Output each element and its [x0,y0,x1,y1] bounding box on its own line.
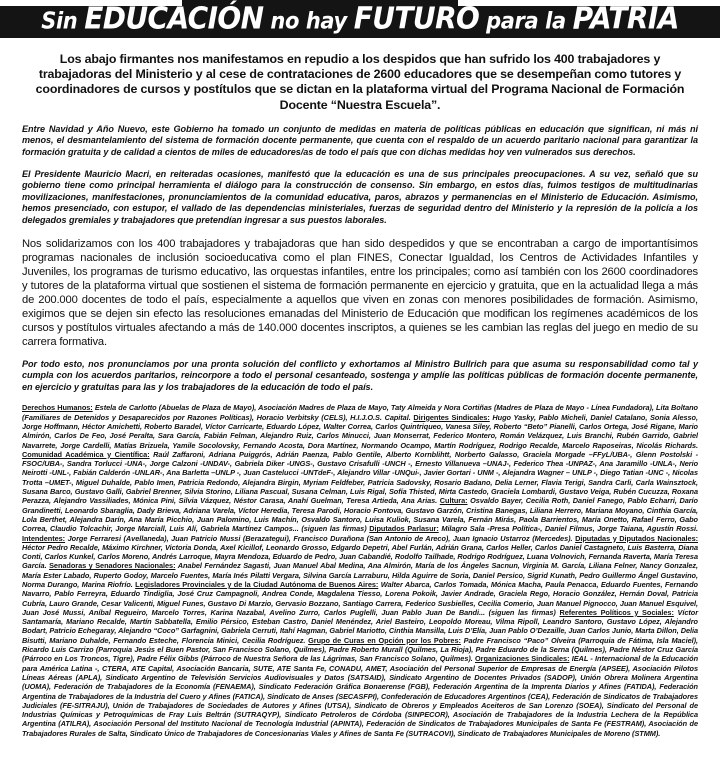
signatory-names: IEAL - Internacional de la Educación para América Latina -, CTERA, ATE Capital, Asociación Bancaria, SUTE, ATE Santa Fe, CONADU, AMET, Asociación del Personal Superior de Empresas de Energía (APSEE), Asociación Pilotos Líneas Aéreas (APLA), Sindicato Argentino de Televisión Servicios Audiovisuales y Datos (SATSAID), Sindicato Argentino de Docentes Privados (SADOP), Unión Obrera Molinera Argentina (UOMA), Federación de Trabajadores de la Economía (FENAEMA), Sindicato Federación Gráfica Bonaerense (FGB), Federación Argentina de la Imprenta Diarios y Afines (FATIDA), Federación Argentina de Trabajadores de la Industria del Cuero y Afines (FATICA), Sindicato de Anses (SECASFPI), Confederación de Educadores Argentinos (CEA), Federación de Sindicatos de Trabajadores Judiciales (FE-SITRAJU), Unión de Trabajadores de Sociedades de Autores y Afines (UTSA), Sindicato de Obreros y Empleados Aceiteros de San Lorenzo (SOEA), Sindicato del Personal de Industrias Químicas y Petroquímicas de Fray Luis Beltrán (SUTRAQYP), Sindicato Petroleros de Córdoba (SINPECOR), Asociación de Trabajadores de la Industria Lechera de la República Argentina (ATILRA), Asociación Personal del Instituto Nacional de Tecnología Industrial (APINTA), Federación de Sindicatos de Trabajadores Municipales de Santa Fe (FESTRAM), Asociación de Trabajadores Rurales de Salta, Sindicato Único de Trabajadores de Concesionarias Viales y Afines de Santa Fe (SUTRACOVI), Sindicato de Trabajadores Municipales de Moreno (STMM). [22,654,699,738]
signatory-names: Estela de Carlotto (Abuelas de Plaza de Mayo), Asociación Madres de Plaza de Mayo, Taty Almeida y Nora Cortiñas (Madres de Plaza de Mayo - Línea Fundadora), Lita Boltano (Familiares de Detenidos y Desaparecidos por Razones Políticas), Horacio Verbitsky (CELS), H.I.J.O.S. Capital. [22,403,698,422]
signatory-category: Derechos Humanos: [22,403,93,413]
paragraph-5: Por todo esto, nos pronunciamos por una pronta solución del conflicto y exhortamos al Ministro Bullrich para que asuma su responsabilidad como tal y cumpla con los acuerdos paritarios, reincorpore a todo el personal cesanteado, sostenga y amplíe las políticas públicas de formación docente permanente, en ejercicio y gratuitas para las y los trabajadores de la educación de todo el país. [22,358,698,392]
paragraph-2: Entre Navidad y Año Nuevo, este Gobierno ha tomado un conjunto de medidas en materia de políticas públicas en educación que significan, ni más ni menos, el desmantelamiento del sistema de formación docente permanente, que cuenta con el respaldo de un acuerdo paritario nacional para garantizar la formación gratuita y de calidad a cientos de miles de educadores/as de todo el país que con dichas medidas hoy ven vulnerados sus derechos. [22,123,698,157]
banner-word-futuro: FUTURO [353,0,480,37]
signatory-category: Organizaciones Sindicales: [475,654,570,664]
signatory-names: Osvaldo Bayer, Cecilia Roth, Daniel Fanego, Pablo Echarri, Darío Grandinetti, Leonardo Sbaraglia, Dady Brieva, Adriana Varela, Víctor Heredia, Teresa Parodi, Horacio Fontova, Gustavo Garzón, Cristina Banegas, Liliana Herrero, Mariana Moyano, Cinthia García, Lola Berthet, Alejandra Darín, Ana María Picchio, Juan Palomino, Luis Machín, Osvaldo Santoro, Luisa Kuliok, Susana Varela, Fernán Mirás, Paola Barrientos, María Onetto, Rafael Ferro, Gabo Correa, Claudio Tolcachir, Jorge Marciall, Luis Alí, Gabriela Martínez Campos... (siguen las firmas) [22,496,698,534]
paragraph-3: El Presidente Mauricio Macri, en reiteradas ocasiones, manifestó que la educación es una de sus principales preocupaciones. A su vez, señaló que su gobierno tiene como principal herramienta el diálogo para la construcción de consenso. Sin embargo, en estos días, fuimos testigos de multitudinarias movilizaciones, manifestaciones, pronunciamientos de la comunidad educativa, paros, abrazos y permanencias en el Ministerio de Educación. Asimismo, hemos presenciado, con estupor, el vallado de las dependencias ministeriales, fuerzas de seguridad dentro del Ministerio y la represión de la policía a los delegados gremiales y trabajadores que pretendían ingresar a sus puestos laborales. [22,168,698,225]
signatory-names: Anabel Fernández Sagasti, Juan Manuel Abal Medina, Ana Almirón, María de los Ángeles Sacnun, Virginia M. García, Liliana Felner, Nancy Gonzalez, María Ester Labado, Ruperto Godoy, Marcelo Fuentes, María Inés Pilatti Vergara, Silvina García Larraburu, Hilda Aguirre de Soria, Daniel Persico, Sigrid Kunath, Pedro Guillermo Ángel Gustavino, Norma Durango, Marina Riofrío. [22,561,699,589]
signatory-category: Diputados Parlasur: [369,524,439,534]
banner-headline [41,0,679,37]
signatory-category: Referentes Políticos y Sociales: [559,607,674,617]
signatories-text [22,403,698,738]
signatory-category: Senadoras y Senadores Nacionales: [49,561,176,571]
signatory-names: Hugo Yasky, Pablo Micheli, Daniel Catalano, Sonia Alesso, Jorge Hoffmann, Héctor Amichetti, Roberto Baradel, Víctor Carricarte, Eduardo López, Walter Correa, Carlos Quintriqueo, Vanesa Siley, Roberto “Beto” Pianelli, Carlos Ortega, José Rigane, Mario Almirón, Carlos De Feo, José Peralta, Sara García, Fabián Felman, Alejandro Ruiz, Carlos Minucci, Juan Monserrat, Federico Montero, Román Velázquez, Luis Branchi, Rubén Garrido, Gabriel Navarrete, Jorge Cardelli, Matías Brizuela, Yamile Socolovsky, Fernando Acosta, Dora Martínez, Normando Ocampo, Martín Rodríguez, Rodrigo Recalde, Marcelo Raposeiras, Nicolás Richards. [22,412,698,450]
signatory-category: Dirigentes Sindicales: [413,412,490,422]
signatory-names: Jorge Ferraresi (Avellaneda), Juan Patricio Mussi (Berazategui), Francisco Durañona (San Antonio de Areco), Juan Ignacio Ustarroz (Mercedes). [65,533,576,543]
banner-text-wrap [0,0,720,38]
signatory-names: Víctor Santamaría, Mariano Recalde, Martín Sabbatella, Emilio Pérsico, Esteban Castro, Daniel Menéndez, Ariel Basteiro, Leopoldo Moreau, Vilma Ripoll, Leandro Santoro, Gustavo López, Alejandro Bodart, Patricio Echegaray, Alejandro “Coco” Garfagnini, Gabriela Cerruti, Itahí Hagman, Gabriel Mariotto, Cinthia Mansilla, Luis D’Elía, Juan Pablo O’Dezaille, Juan Carlos Junio, Marta Dillon, Delia Bisutti, Mariano Duhalde, Fernando Esteche, Florencia Minici, Cecilia Rodríguez. [22,607,698,645]
banner-word-patria: PATRIA [572,0,679,37]
signatory-category: Legisladores Provinciales y de la Ciudad Autónoma de Buenos Aires: [135,579,379,589]
signatory-names: Milagro Sala -Presa Política-, Daniel Filmus, Jorge Taiana, Agustín Rossi. [438,524,698,534]
signatory-category: Diputadas y Diputados Nacionales: [575,533,698,543]
banner-word-parala: para la [479,8,573,35]
signatory-category: Comunidad Académica y Científica: [22,449,150,459]
signatory-category: Cultura: [439,496,468,506]
document-body [0,38,720,738]
banner-word-sin: Sin [41,8,85,35]
banner-word-nohay: no hay [263,8,354,35]
signatories-block [22,403,698,738]
banner-word-educacion: EDUCACIÓN [84,0,264,37]
signatory-category: Grupo de Curas en Opción por los Pobres: [308,635,461,645]
lead-paragraph: Los abajo firmantes nos manifestamos en repudio a los despidos que han sufrido los 400 trabajadores y trabajadoras del Ministerio y al cese de contrataciones de 2600 educadores que se desempeñan como tutores y coordinadores de cursos y postítulos que se dictan en la plataforma virtual del Programa Nacional de Formación Docente “Nuestra Escuela”. [35,52,685,112]
signatory-category: Intendentes: [22,533,66,543]
paragraph-4: Nos solidarizamos con los 400 trabajadores y trabajadoras que han sido despedidos y que se encontraban a cargo de importantísimos programas nacionales de inclusión socioeducativa como el plan FINES, Conectar Igualdad, los Centros de Actividades Infantiles y Juveniles, los programas de turismo educativo, las orquestas infantiles, entre los principales; como así también con los 2600 coordinadores y tutores de la plataforma virtual que sostienen el sistema de formación permanente en ejercicio y gratuita, que en la actualidad llega a más de 200.000 docentes de todo el país, especialmente a aquellos que viven en zonas con menores posibilidades de formación. Asimismo, exigimos que se dejen sin efecto las resoluciones emanadas del Ministerio de Educación que modifican los regímenes académicos de los cursos y postítulos virtuales afectando a más de 140.000 docentes inscriptos, a quienes se les cambian las reglas del juego en medio de su carrera formativa. [22,237,698,348]
signatory-names: Padre Francisco “Paco” Olveira (Parroquia de Fátima, Isla Maciel), Ricardo Luis Carrizo (Parroquia Jesús el Buen Pastor, San Francisco Solano, Quilmes), Padre Roberto Murall (Quilmes, La Rioja), Padre Eduardo de la Serna (Quilmes), Padre Néstor Cruz García (Párroco en Los Troncos, Tigre), Padre Félix Gibbs (Párroco de Nuestra Señora de las Lágrimas, San Francisco Solano, Quilmes). [22,635,698,664]
signatory-names: Walter Abarca, Carlos Tomada, Mónica Macha, Paula Penacca, Eduardo Fuentes, Fernando Navarro, Pablo Ferreyra, Eduardo Tindiglia, José Cruz Campagnoli, Andrea Conde, Magdalena Tiesso, Lorena Pokoik, Javier Andrade, Graciela Rego, Horacio González, Hernán Doval, Patricia Cubría, Lauro Grande, Cesar Valicenti, Miguel Funes, Gustavo Di Marzio, Gervasio Bozzano, Santiago Carrera, Federico Susbielles, Cecilia Comerio, Juan Manuel Pignocco, Juan Manuel Esquivel, Juan José Mussi, Aníbal Regueiro, Marcelo Torres, Karina Nazabal, Avelino Zurro, Carlos Puglelli, Juan Pablo Juan De Bandi... (siguen las firmas) [22,579,698,617]
signatory-names: Héctor Pedro Recalde, Máximo Kirchner, Victoria Donda, Axel Kicillof, Leonardo Grosso, Edgardo Depetri, Abel Furlán, Adrián Grana, Carlos Heller, Carlos Daniel Castagneto, Luis Basterra, Diana Conti, Carlos Kunkel, Carlos Moreno, Andrés Larroque, Mayra Mendoza, Eduardo de Pedro, Juan Cabandié, Rodolfo Tailhade, Rodrigo Rodríguez, Luana Volnovich, Fernanda Raverta, María Teresa García. [22,542,698,571]
banner-header [0,0,720,38]
signatory-names: Raúl Zaffaroni, Adriana Puiggrós, Adrián Paenza, Pablo Gentile, Alberto Kornblihtt, Norberto Galasso, Graciela Morgade –FFyL/UBA-, Glenn Postolski -FSOC/UBA-, Sandra Torlucci -UNA-, Jorge Calzoni -UNDAV-, Gabriela Diker -UNGS-, Gustavo Crisafulli -UNCH -, Ernesto Villanueva –UNAJ-, Federico Thea -UNPAZ-, Ana Jaramillo -UNLA-, Nerio Neirotti -UNL-, Fabián Calderón -UNLAR-, Ana Barletta –UNLP -, Juan Castelucci -UNTdeF-, Alejandro Villar -UNQui-, Javier Gortari - UNM -, Alejandra Wagner – UNLP -, Diego Tatian -UNC -, Nicolas Trotta –UMET-, Miguel Duhalde, Pablo Imen, Patricia Redondo, Alejandra Birgin, Myriam Feldfeber, Patricia Sadovsky, Rosario Badano, Delia Lerner, Flavia Terigi, Sandra Carli, Carla Wainsztock, Susana Barco, Gustavo Galli, Gabriel Brenner, Silvia Storino, Liliana Pascual, Susana Celman, Luis Rigal, Sofía Thisted, Mirta Castedo, Graciela Lombardi, Gustavo Veiga, Rubén Cucuzza, Roxana Perazza, Alejandro Vassiliades, Mónica Pini, Silvia Vázquez, Néstor Carasa, Anahí Guelman, Teresa Artieda, Ana Arias. [22,449,698,506]
